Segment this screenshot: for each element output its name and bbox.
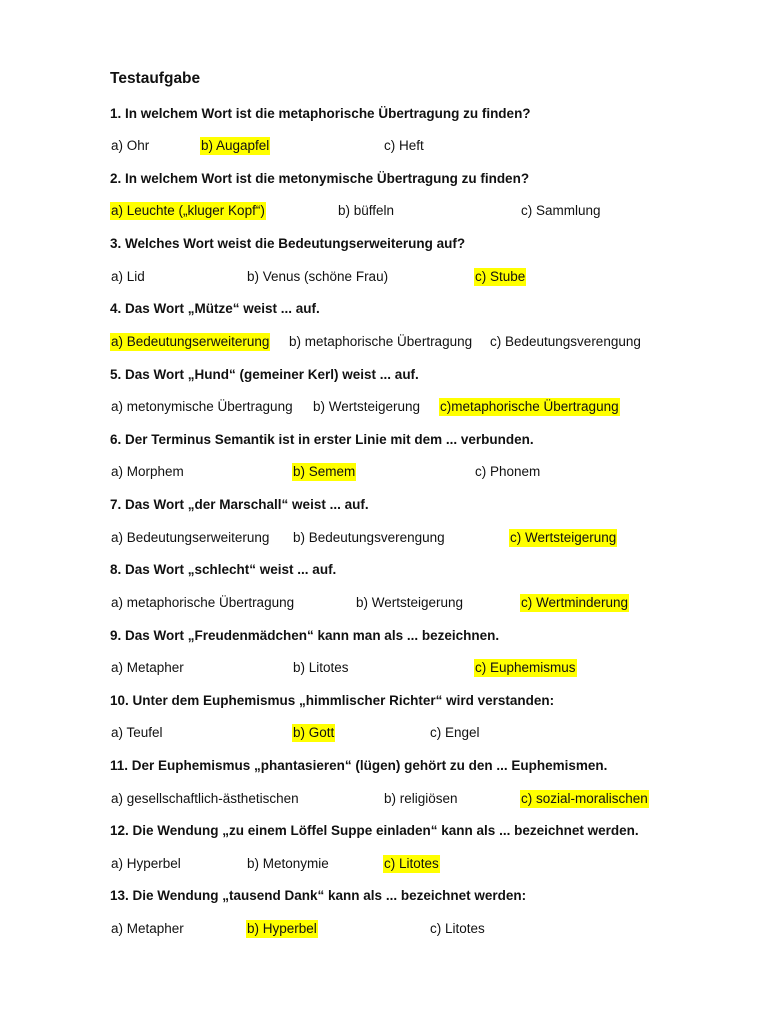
q1-option-c: c) Heft: [384, 138, 424, 153]
q13-option-c: c) Litotes: [430, 921, 485, 936]
q12-option-a: a) Hyperbel: [111, 856, 181, 871]
q13-option-b: b) Hyperbel: [247, 921, 317, 936]
q3-option-b: b) Venus (schöne Frau): [247, 269, 389, 284]
q9-option-a: a) Metapher: [111, 660, 184, 675]
q8-option-c: c) Wertminderung: [521, 595, 629, 610]
q7-option-b: b) Bedeutungsverengung: [293, 530, 445, 545]
q1-option-a: a) Ohr: [111, 138, 150, 153]
q5-option-c: c)metaphorische Übertragung: [440, 399, 619, 414]
question-2: 2. In welchem Wort ist die metonymische Übertragung zu finden?: [110, 171, 530, 186]
q4-option-b: b) metaphorische Übertragung: [289, 334, 473, 349]
q11-option-b: b) religiösen: [384, 791, 458, 806]
q1-option-b: b) Augapfel: [201, 138, 270, 153]
question-8: 8. Das Wort „schlecht“ weist ... auf.: [110, 562, 337, 577]
q6-option-b: b) Semem: [293, 464, 356, 479]
q7-option-a: a) Bedeutungserweiterung: [111, 530, 270, 545]
q4-option-c: c) Bedeutungsverengung: [490, 334, 641, 349]
q11-option-a: a) gesellschaftlich-ästhetischen: [111, 791, 299, 806]
q3-option-c: c) Stube: [475, 269, 526, 284]
question-7: 7. Das Wort „der Marschall“ weist ... auf.: [110, 497, 369, 512]
q12-option-c: c) Litotes: [384, 856, 439, 871]
q6-option-c: c) Phonem: [475, 464, 541, 479]
question-10: 10. Unter dem Euphemismus „himmlischer Richter“ wird verstanden:: [110, 693, 555, 708]
q13-option-a: a) Metapher: [111, 921, 184, 936]
page-title: Testaufgabe: [110, 70, 201, 87]
q3-option-a: a) Lid: [111, 269, 145, 284]
q5-option-a: a) metonymische Übertragung: [111, 399, 293, 414]
q10-option-c: c) Engel: [430, 725, 480, 740]
question-4: 4. Das Wort „Mütze“ weist ... auf.: [110, 301, 320, 316]
question-13: 13. Die Wendung „tausend Dank“ kann als ... bezeichnet werden:: [110, 888, 527, 903]
q10-option-a: a) Teufel: [111, 725, 163, 740]
q2-option-b: b) büffeln: [338, 203, 395, 218]
q10-option-b: b) Gott: [293, 725, 335, 740]
question-3: 3. Welches Wort weist die Bedeutungserweiterung auf?: [110, 236, 466, 251]
q4-option-a: a) Bedeutungserweiterung: [111, 334, 270, 349]
q11-option-c: c) sozial-moralischen: [521, 791, 648, 806]
question-9: 9. Das Wort „Freudenmädchen“ kann man als ... bezeichnen.: [110, 628, 500, 643]
q12-option-b: b) Metonymie: [247, 856, 329, 871]
q5-option-b: b) Wertsteigerung: [313, 399, 421, 414]
q8-option-b: b) Wertsteigerung: [356, 595, 464, 610]
q9-option-b: b) Litotes: [293, 660, 349, 675]
q6-option-a: a) Morphem: [111, 464, 184, 479]
q2-option-a: a) Leuchte („kluger Kopf“): [111, 203, 265, 218]
question-1: 1. In welchem Wort ist die metaphorische Übertragung zu finden?: [110, 106, 531, 121]
question-12: 12. Die Wendung „zu einem Löffel Suppe einladen“ kann als ... bezeichnet werden.: [110, 823, 639, 838]
question-11: 11. Der Euphemismus „phantasieren“ (lügen) gehört zu den ... Euphemismen.: [110, 758, 608, 773]
q9-option-c: c) Euphemismus: [475, 660, 576, 675]
q2-option-c: c) Sammlung: [521, 203, 601, 218]
q8-option-a: a) metaphorische Übertragung: [111, 595, 295, 610]
question-6: 6. Der Terminus Semantik ist in erster Linie mit dem ... verbunden.: [110, 432, 534, 447]
question-5: 5. Das Wort „Hund“ (gemeiner Kerl) weist ... auf.: [110, 367, 419, 382]
q7-option-c: c) Wertsteigerung: [510, 530, 617, 545]
